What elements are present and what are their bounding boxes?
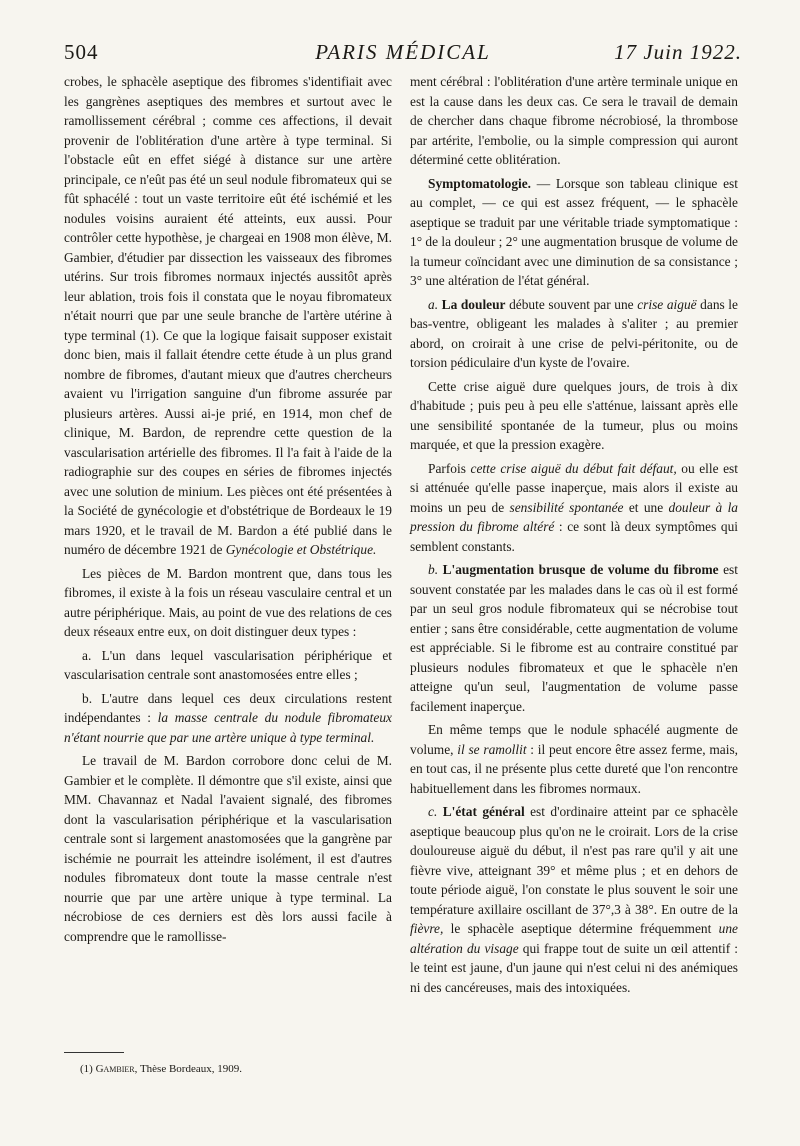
paragraph: crobes, le sphacèle aseptique des fibromes s'identifiait avec les gangrènes aseptiques des membres et surtout avec le ramollissement cérébral ; comme ces affections, il devait provenir de l'oblitération d'une artère à type terminal. Si l'obstacle eût en effet siégé à distance sur une artère principale, ce n'eût pas été un seul nodule fibromateux qui se fût sphacélé : tout un vaste territoire eût été ischémié et les nodules voisins auraient été atteints, eux aussi. Pour contrôler cette hypothèse, je chargeai en 1908 mon élève, M. Gambier, d'étudier par dissection les vaisseaux des fibromes utérins. Sur trois fibromes normaux injectés aussitôt après leur ablation, trois fois il constata que le noyau fibromateux n'était nourri que par une seule branche de l'artère utérine à type terminal (1). Ce que la logique faisait supposer existait donc bien, mais il fallait étendre cette étude à un plus grand nombre de fibromes, d'autant mieux que d'autres chercheurs avaient vu l'irrigation sanguine d'un fibrome assurée par plusieurs artères. Aussi ai-je prié, en 1914, mon chef de clinique, M. Bardon, de reprendre cette question de la vascularisation artérielle des fibromes. Il l'a fait à l'aide de la radiographie sur des coupes en séries de fibromes injectés avec une solution de minium. Les pièces ont été présentées à la Société de gynécologie et d'obstétrique de Bordeaux le 19 mars 1920, et le travail de M. Bardon a été publié dans le numéro de décembre 1921 de Gynécologie et Obstétrique. (64, 74, 392, 557)
section-heading: Symptomatologie. (428, 175, 532, 191)
page-header (64, 40, 742, 72)
footnote: (1) Gambier, Thèse Bordeaux, 1909. (80, 1063, 242, 1075)
issue-date: 17 Juin 1922. (614, 40, 742, 64)
footnote-rule (64, 1052, 124, 1053)
paragraph: Le travail de M. Bardon corrobore donc celui de M. Gambier et le complète. Il démontre que s'il existe, ainsi que MM. Chavannaz et Nadal l'avaient signalé, des fibromes dont la vascularisation périphérique et la vascularisation centrale sont si largement anastomosées que la gangrène par ischémie ne pourrait les atteindre isolément, il est d'autres nodules fibromateux dont toute la masse centrale n'est nourrie que par une artère unique à type terminal. La nécrobiose de ces derniers est dès lors aussi facile à comprendre que le ramollisse- (64, 753, 392, 944)
paragraph: En même temps que le nodule sphacélé augmente de volume, il se ramollit : il peut encore être assez ferme, mais, en tout cas, il ne présente plus cette dureté que l'on rencontre habituellement dans les fibromes normaux. (410, 722, 738, 796)
left-column (64, 72, 392, 946)
journal-title: Gynécologie et Obstétrique. (225, 542, 377, 557)
page-number: 504 (64, 40, 99, 64)
paragraph: Symptomatologie. — Lorsque son tableau clinique est au complet, — ce qui est assez fréquent, — le sphacèle aseptique se traduit par une véritable triade symptomatique : 1° de la douleur ; 2° une augmentation brusque de volume de la tumeur coïncidant avec une diminution de sa consistance ; 3° une altération de l'état général. (410, 175, 738, 288)
paragraph: Les pièces de M. Bardon montrent que, dans tous les fibromes, il existe à la fois un réseau vasculaire central et un autre périphérique. Mais, au point de vue des relations de ces deux réseaux entre eux, on doit distinguer deux types : (64, 565, 392, 639)
paragraph: a. L'un dans lequel vascularisation périphérique et vascularisation centrale sont anastomosées entre elles ; (64, 647, 392, 682)
paragraph: b. L'augmentation brusque de volume du fibrome est souvent constatée par les malades dans le cas où il est formé par un seul gros nodule fibromateux qui se nécrobise tout entier ; sans être considérable, cette augmentation de volume est appréciable. Si le fibrome est au contraire constitué par plusieurs nodules fibromateux et que le sphacèle n'en atteigne qu'un seul, l'augmentation de volume passe facilement inaperçue. (410, 562, 738, 714)
running-title: PARIS MÉDICAL (315, 40, 491, 64)
paragraph: a. La douleur débute souvent par une crise aiguë dans le bas-ventre, obligeant les malades à s'aliter ; au premier abord, on croirait à une crise de pelvi-péritonite, ou de torsion pédiculaire d'un kyste de l'ovaire. (410, 296, 738, 370)
paragraph: b. L'autre dans lequel ces deux circulations restent indépendantes : la masse centrale du nodule fibromateux n'étant nourrie que par une artère unique à type terminal. (64, 690, 392, 745)
paragraph: ment cérébral : l'oblitération d'une artère terminale unique en est la cause dans les deux cas. Ce sera le travail de demain de chercher dans chaque fibrome nécrobiosé, la thrombose par artérite, l'embolie, ou la simple compression qui auront déterminé cette oblitération. (410, 74, 738, 167)
right-column (410, 72, 738, 997)
paragraph: Parfois cette crise aiguë du début fait défaut, ou elle est si atténuée qu'elle passe inaperçue, mais alors il existe au moins un peu de sensibilité spontanée et une douleur à la pression du fibrome altéré : ce sont là deux symptômes qui semblent constants. (410, 460, 739, 554)
paragraph: Cette crise aiguë dure quelques jours, de trois à dix d'habitude ; puis peu à peu elle s'atténue, laissant après elle une sensibilité spontanée de la tumeur, plus ou moins marquée, et que la pression exagère. (410, 378, 738, 452)
paragraph: c. L'état général est d'ordinaire atteint par ce sphacèle aseptique beaucoup plus qu'on ne le croirait. Lors de la crise douloureuse aiguë du début, il n'est pas rare qu'il y ait une fièvre vive, atteignant 39° et même plus ; et en dehors de toute période aiguë, l'on constate le plus souvent le soir une température axillaire oscillant de 37°,3 à 38°. En outre de la fièvre, le sphacèle aseptique détermine fréquemment une altération du visage qui frappe tout de suite un œil attentif : le teint est jaune, d'un jaune qui n'est celui ni des anémiques ni des cancéreuses, mais des intoxiquées. (410, 804, 738, 995)
